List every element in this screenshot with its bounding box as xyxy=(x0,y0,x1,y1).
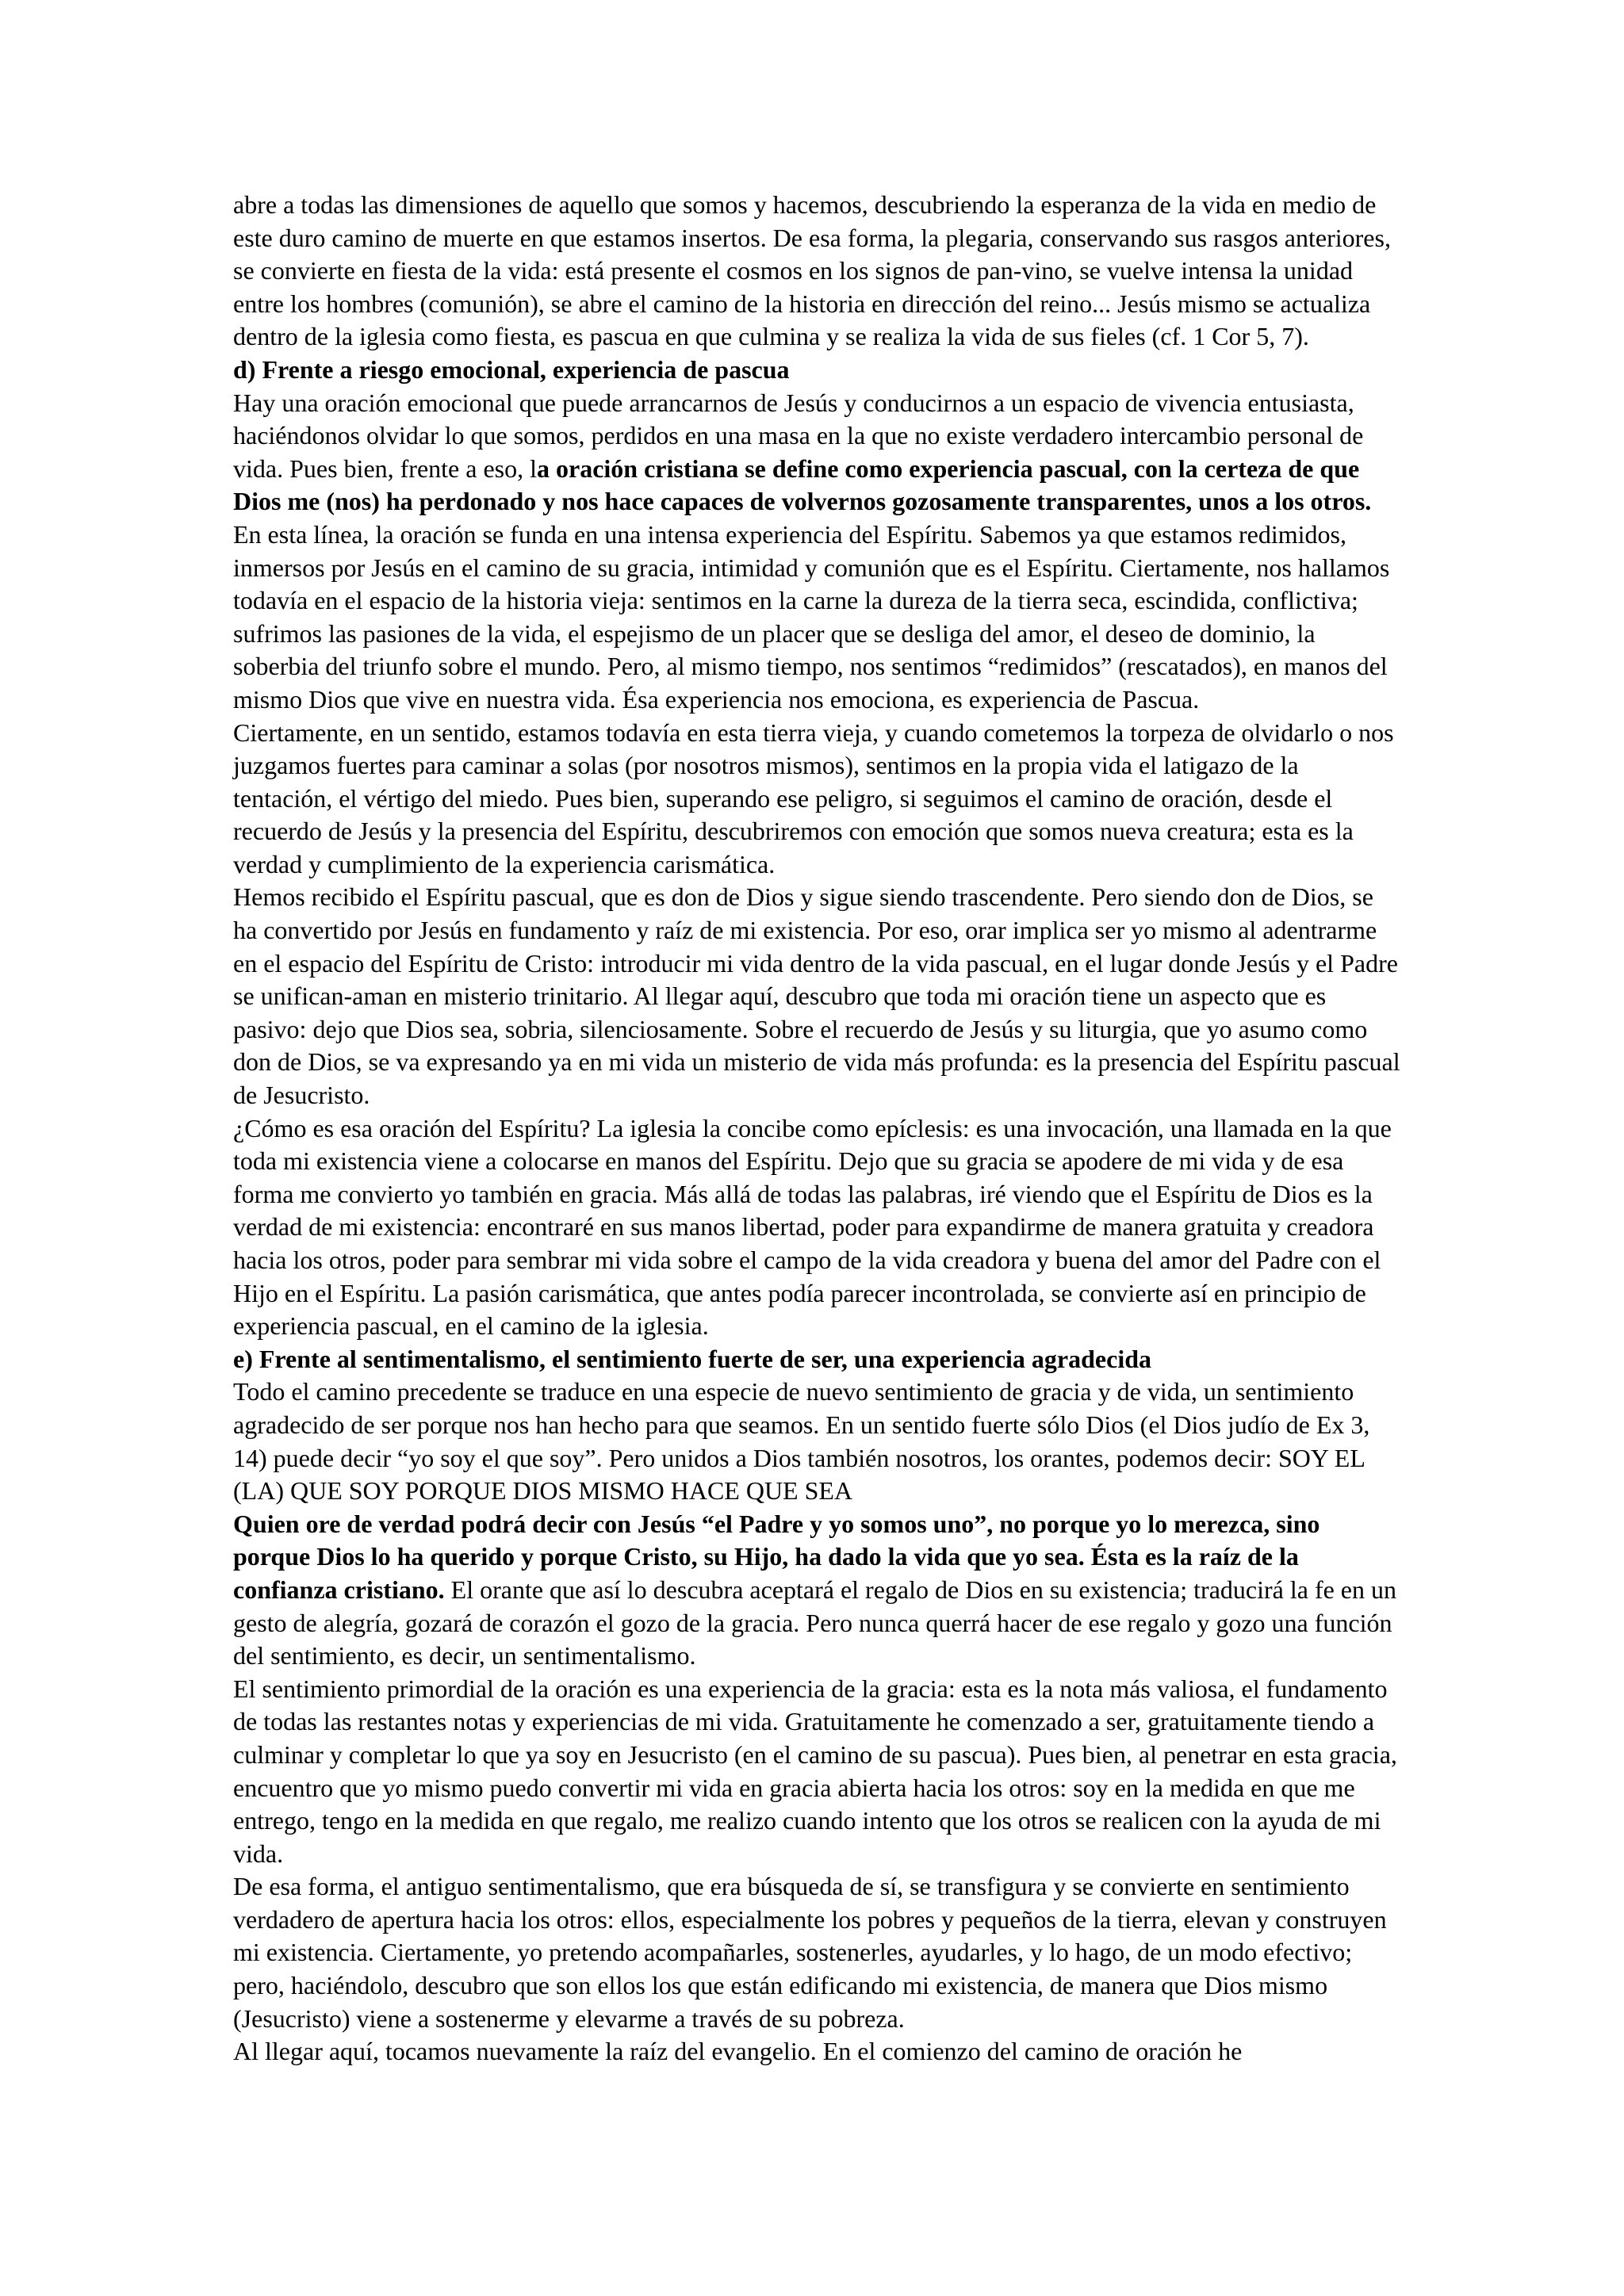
section-heading-e: e) Frente al sentimentalismo, el sentimiento fuerte de ser, una experiencia agradecida xyxy=(233,1344,1151,1373)
paragraph xyxy=(233,387,1403,519)
paragraph: Ciertamente, en un sentido, estamos todavía en esta tierra vieja, y cuando cometemos la torpeza de olvidarlo o nos juzgamos fuertes para caminar a solas (por nosotros mismos), sentimos en la propia vida el latigazo de la tentación, el vértigo del miedo. Pues bien, superando ese peligro, si seguimos el camino de oración, desde el recuerdo de Jesús y la presencia del Espíritu, descubriremos con emoción que somos nueva creatura; esta es la verdad y cumplimiento de la experiencia carismática. xyxy=(233,718,1394,878)
paragraph: abre a todas las dimensiones de aquello que somos y hacemos, descubriendo la esperanza de la vida en medio de este duro camino de muerte en que estamos insertos. De esa forma, la plegaria, conservando sus rasgos anteriores, se convierte en fiesta de la vida: está presente el cosmos en los signos de pan-vino, se vuelve intensa la unidad entre los hombres (comunión), se abre el camino de la historia en dirección del reino... Jesús mismo se actualiza dentro de la iglesia como fiesta, es pascua en que culmina y se realiza la vida de sus fieles (cf. 1 Cor 5, 7). xyxy=(233,190,1391,351)
document-page xyxy=(233,189,1403,2068)
paragraph-bold-text: Quien ore de verdad podrá decir con Jesús “el Padre y yo somos uno”, no porque yo lo merezca, sino porque Dios lo ha querido y porque Cristo, su Hijo, ha dado la vida que yo sea. Ésta es la raíz de la confianza cristiano. xyxy=(233,1509,1320,1604)
paragraph: Todo el camino precedente se traduce en una especie de nuevo sentimiento de gracia y de vida, un sentimiento agradecido de ser porque nos han hecho para que seamos. En un sentido fuerte sólo Dios (el Dios judío de Ex 3, 14) puede decir “yo soy el que soy”. Pero unidos a Dios también nosotros, los orantes, podemos decir: SOY EL (LA) QUE SOY PORQUE DIOS MISMO HACE QUE SEA xyxy=(233,1377,1370,1506)
paragraph: En esta línea, la oración se funda en una intensa experiencia del Espíritu. Sabemos ya que estamos redimidos, inmersos por Jesús en el camino de su gracia, intimidad y comunión que es el Espíritu. Ciertamente, nos hallamos todavía en el espacio de la historia vieja: sentimos en la carne la dureza de la tierra seca, escindida, conflictiva; sufrimos las pasiones de la vida, el espejismo de un placer que se desliga del amor, el deseo de dominio, la soberbia del triunfo sobre el mundo. Pero, al mismo tiempo, nos sentimos “redimidos” (rescatados), en manos del mismo Dios que vive en nuestra vida. Ésa experiencia nos emociona, es experiencia de Pascua. xyxy=(233,519,1390,714)
paragraph: De esa forma, el antiguo sentimentalismo, que era búsqueda de sí, se transfigura y se convierte en sentimiento verdadero de apertura hacia los otros: ellos, especialmente los pobres y pequeños de la tierra, elevan y construyen mi existencia. Ciertamente, yo pretendo acompañarles, sostenerles, ayudarles, y lo hago, de un modo efectivo; pero, haciéndolo, descubro que son ellos los que están edificando mi existencia, de manera que Dios mismo (Jesucristo) viene a sostenerme y elevarme a través de su pobreza. xyxy=(233,1872,1387,2033)
paragraph: Al llegar aquí, tocamos nuevamente la raíz del evangelio. En el comienzo del camino de oración he xyxy=(233,2037,1243,2066)
paragraph-text: El orante que así lo descubra aceptará el regalo de Dios en su existencia; traducirá la fe en un gesto de alegría, gozará de corazón el gozo de la gracia. Pero nunca querrá hacer de ese regalo y gozo una función del sentimiento, es decir, un sentimentalismo. xyxy=(233,1575,1396,1670)
paragraph: El sentimiento primordial de la oración es una experiencia de la gracia: esta es la nota más valiosa, el fundamento de todas las restantes notas y experiencias de mi vida. Gratuitamente he comenzado a ser, gratuitamente tiendo a culminar y completar lo que ya soy en Jesucristo (en el camino de su pascua). Pues bien, al penetrar en esta gracia, encuentro que yo mismo puedo convertir mi vida en gracia abierta hacia los otros: soy en la medida en que me entrego, tengo en la medida en que regalo, me realizo cuando intento que los otros se realicen con la ayuda de mi vida. xyxy=(233,1674,1397,1868)
paragraph: Hemos recibido el Espíritu pascual, que es don de Dios y sigue siendo trascendente. Pero siendo don de Dios, se ha convertido por Jesús en fundamento y raíz de mi existencia. Por eso, orar implica ser yo mismo al adentrarme en el espacio del Espíritu de Cristo: introducir mi vida dentro de la vida pascual, en el lugar donde Jesús y el Padre se unifican-aman en misterio trinitario. Al llegar aquí, descubro que toda mi oración tiene un aspecto que es pasivo: dejo que Dios sea, sobria, silenciosamente. Sobre el recuerdo de Jesús y su liturgia, que yo asumo como don de Dios, se va expresando ya en mi vida un misterio de vida más profunda: es la presencia del Espíritu pascual de Jesucristo. xyxy=(233,882,1400,1110)
paragraph-text: Hay una oración emocional que puede arrancarnos de Jesús y conducirnos a un espacio de vivencia entusiasta, haciéndonos olvidar lo que somos, perdidos en una masa en la que no existe verdadero intercambio personal de vida. Pues bien, frente a eso, l xyxy=(233,388,1364,483)
paragraph: ¿Cómo es esa oración del Espíritu? La iglesia la concibe como epíclesis: es una invocación, una llamada en la que toda mi existencia viene a colocarse en manos del Espíritu. Dejo que su gracia se apodere de mi vida y de esa forma me convierto yo también en gracia. Más allá de todas las palabras, iré viendo que el Espíritu de Dios es la verdad de mi existencia: encontraré en sus manos libertad, poder para expandirme de manera gratuita y creadora hacia los otros, poder para sembrar mi vida sobre el campo de la vida creadora y buena del amor del Padre con el Hijo en el Espíritu. La pasión carismática, que antes podía parecer incontrolada, se convierte así en principio de experiencia pascual, en el camino de la iglesia. xyxy=(233,1113,1392,1341)
paragraph-bold-text: a oración cristiana se define como experiencia pascual, con la certeza de que Dios me (nos) ha perdonado y nos hace capaces de volvernos gozosamente transparentes, unos a los otros. xyxy=(233,453,1372,516)
section-heading-d: d) Frente a riesgo emocional, experiencia de pascua xyxy=(233,354,790,384)
paragraph xyxy=(233,1508,1403,1673)
